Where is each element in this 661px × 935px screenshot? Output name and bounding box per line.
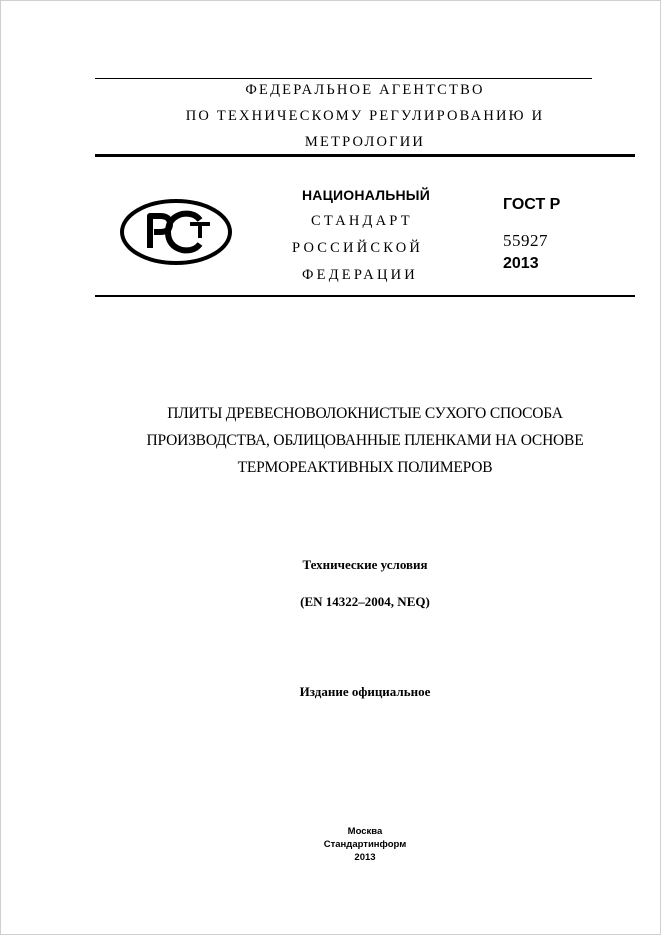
document-subtitle: Технические условия <box>302 557 428 572</box>
agency-line-1: ФЕДЕРАЛЬНОЕ АГЕНТСТВО <box>245 82 485 98</box>
imprint-city: Москва <box>347 826 383 837</box>
national-standard-line-4: ФЕДЕРАЦИИ <box>302 267 418 283</box>
document-reference: (EN 14322–2004, NEQ) <box>300 594 430 609</box>
title-line-1: ПЛИТЫ ДРЕВЕСНОВОЛОКНИСТЫЕ СУХОГО СПОСОБА <box>167 405 563 422</box>
national-standard-line-3: РОССИЙСКОЙ <box>292 240 424 256</box>
agency-line-3: МЕТРОЛОГИИ <box>304 134 426 150</box>
national-standard-line-1: НАЦИОНАЛЬНЫЙ <box>302 187 430 203</box>
imprint-year: 2013 <box>354 852 376 863</box>
imprint <box>95 825 635 864</box>
gost-label: ГОСТ Р <box>503 196 561 213</box>
rst-logo-icon <box>120 198 232 266</box>
gost-number: 55927 <box>503 231 548 250</box>
title-line-3: ТЕРМОРЕАКТИВНЫХ ПОЛИМЕРОВ <box>237 459 493 476</box>
document-title <box>95 400 635 481</box>
header-divider <box>95 154 635 157</box>
national-standard-line-2: СТАНДАРТ <box>311 213 413 229</box>
agency-line-2: ПО ТЕХНИЧЕСКОМУ РЕГУЛИРОВАНИЮ И <box>185 108 545 124</box>
gost-year: 2013 <box>503 255 539 272</box>
title-line-2: ПРОИЗВОДСТВА, ОБЛИЦОВАННЫЕ ПЛЕНКАМИ НА ОСНОВЕ <box>146 432 584 449</box>
standard-divider <box>95 295 635 297</box>
agency-header <box>95 77 635 155</box>
imprint-publisher: Стандартинформ <box>323 839 407 850</box>
edition-note: Издание официальное <box>299 684 431 699</box>
